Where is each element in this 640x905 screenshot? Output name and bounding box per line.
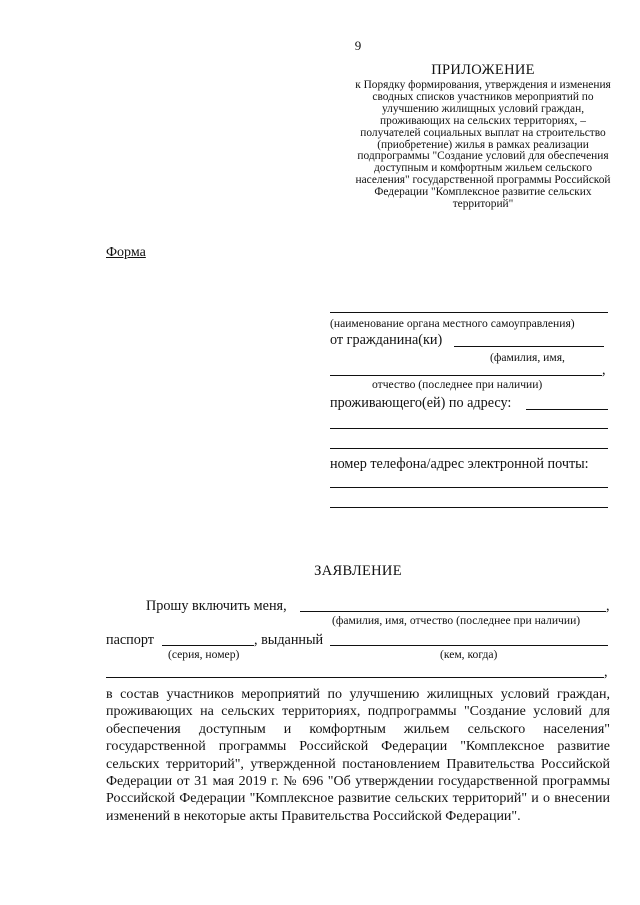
address-field-1[interactable] [526,409,608,410]
address-field-3[interactable] [330,448,608,449]
citizen-patronymic-field[interactable] [330,375,602,376]
passport-series-field[interactable] [162,645,254,646]
passport-label: паспорт [106,632,154,648]
issued-label: , выданный [254,632,324,648]
address-label: проживающего(ей) по адресу: [330,395,512,411]
name-caption: (фамилия, имя, [490,351,565,364]
statement-body: в состав участников мероприятий по улучшению жилищных условий граждан, проживающих на сельских территориях, подпрограммы "Создание условий для обеспечения доступным и комфортным жильем сельского населения" государственной программы Российской Федерации "Комплексное развитие сельских территорий", утвержденной постановлением Правительства Российской Федерации от 31 мая 2019 г. № 696 "Об утверждении государственной программы Российской Федерации "Комплексное развитие сельских территорий" и о внесении изменений в некоторые акты Правительства Российской Федерации". [106,687,610,824]
patronymic-comma: , [602,362,606,378]
series-caption: (серия, номер) [168,648,240,661]
from-citizen-label: от гражданина(ки) [330,332,443,348]
page-number: 9 [354,38,362,53]
contact-label: номер телефона/адрес электронной почты: [330,456,589,472]
patronymic-caption: отчество (последнее при наличии) [372,378,543,391]
organ-name-field[interactable] [330,312,608,313]
address-field-2[interactable] [330,428,608,429]
passport-issuer-field[interactable] [330,645,608,646]
organ-name-caption: (наименование органа местного самоуправления) [330,317,575,330]
citizen-name-field[interactable] [454,346,604,347]
contact-field-1[interactable] [330,487,608,488]
applicant-fio-field[interactable] [300,611,606,612]
form-label: Форма [106,245,146,260]
request-comma: , [606,598,610,614]
appendix-title: ПРИЛОЖЕНИЕ [431,62,535,78]
request-label: Прошу включить меня, [146,598,287,614]
fio-caption: (фамилия, имя, отчество (последнее при наличии) [332,614,581,627]
statement-title: ЗАЯВЛЕНИЕ [314,563,402,579]
contact-field-2[interactable] [330,507,608,508]
issuer-caption: (кем, когда) [440,648,498,661]
passport-continuation-field[interactable] [106,677,604,678]
continuation-comma: , [604,664,608,680]
appendix-text: к Порядку формирования, утверждения и изменения сводных списков участников мероприятий по улучшению жилищных условий граждан, проживающих на сельских территориях, – получателей социальных выплат на строительство (приобретение) жилья в рамках реализации подпрограммы "Создание условий для обеспечения доступным и комфортным жильем сельского населения" государственной программы Российской Федерации "Комплексное развитие сельских территорий" [355,79,611,211]
